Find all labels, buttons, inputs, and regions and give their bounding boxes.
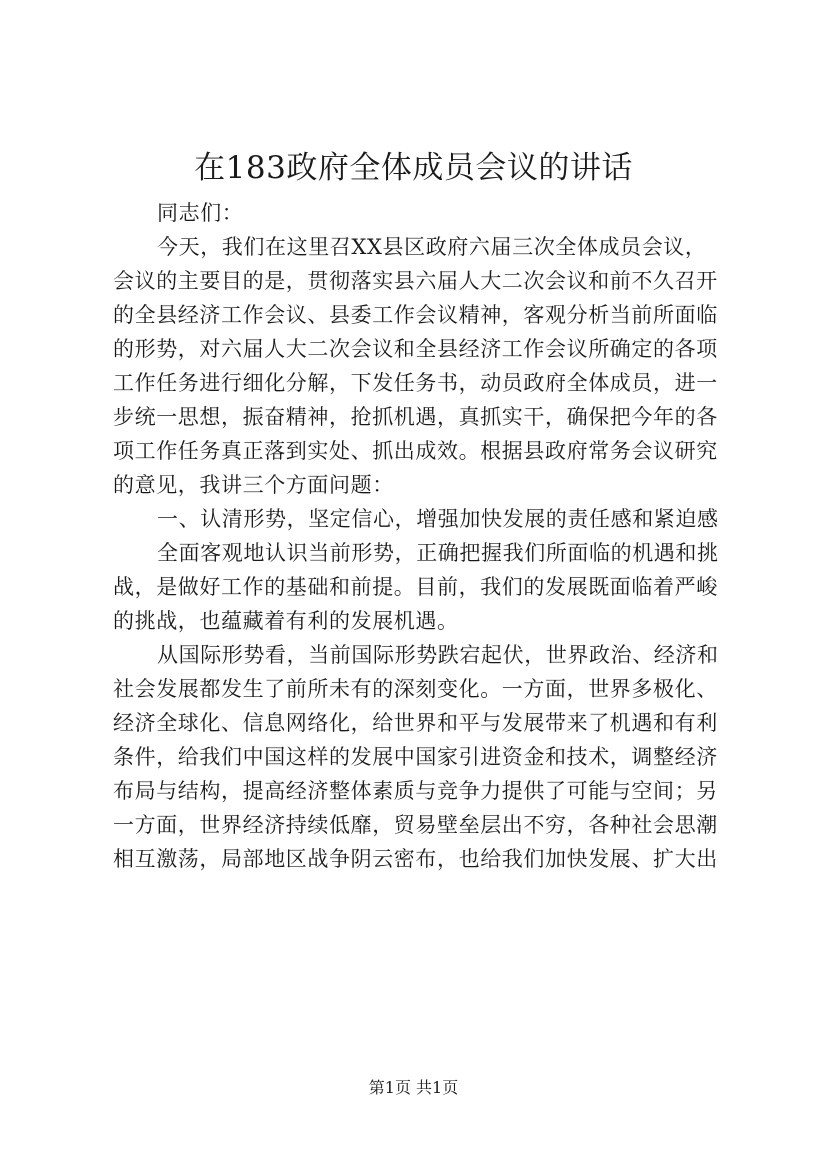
body-line: 从国际形势看，当前国际形势跌宕起伏，世界政治、经济和 [157,643,719,667]
body-line: 的挑战，也蕴藏着有利的发展机遇。 [113,609,459,633]
body-line: 一方面，世界经济持续低靡，贸易壁垒层出不穷，各种社会思潮 [113,813,718,837]
body-line: 同志们： [157,201,244,225]
body-line: 步统一思想，振奋精神，抢抓机遇，真抓实干，确保把今年的各 [113,405,718,429]
document-title: 在183政府全体成员会议的讲话 [194,150,633,186]
body-line: 条件，给我们中国这样的发展中国家引进资金和技术，调整经济 [113,745,718,769]
body-line: 战，是做好工作的基础和前提。目前，我们的发展既面临着严峻 [113,575,718,599]
body-line: 今天，我们在这里召XX县区政府六届三次全体成员会议， [157,235,707,259]
body-line: 项工作任务真正落到实处、抓出成效。根据县政府常务会议研究 [113,439,718,463]
body-line: 相互激荡，局部地区战争阴云密布，也给我们加快发展、扩大出 [113,847,718,871]
body-line: 的形势，对六届人大二次会议和全县经济工作会议所确定的各项 [113,337,718,361]
body-line: 会议的主要目的是，贯彻落实县六届人大二次会议和前不久召开 [113,269,718,293]
body-line: 经济全球化、信息网络化，给世界和平与发展带来了机遇和有利 [113,711,718,735]
body-line: 的全县经济工作会议、县委工作会议精神，客观分析当前所面临 [113,303,718,327]
body-line: 社会发展都发生了前所未有的深刻变化。一方面，世界多极化、 [113,677,718,701]
body-line: 全面客观地认识当前形势，正确把握我们所面临的机遇和挑 [157,541,719,565]
page-footer: 第1页 共1页 [368,1078,459,1097]
body-line: 工作任务进行细化分解，下发任务书，动员政府全体成员，进一 [113,371,718,395]
body-line: 的意见，我讲三个方面问题： [113,473,394,497]
body-line: 布局与结构，提高经济整体素质与竞争力提供了可能与空间；另 [113,779,718,803]
document-body [113,196,723,876]
body-line: 一、认清形势，坚定信心，增强加快发展的责任感和紧迫感 [157,507,719,531]
